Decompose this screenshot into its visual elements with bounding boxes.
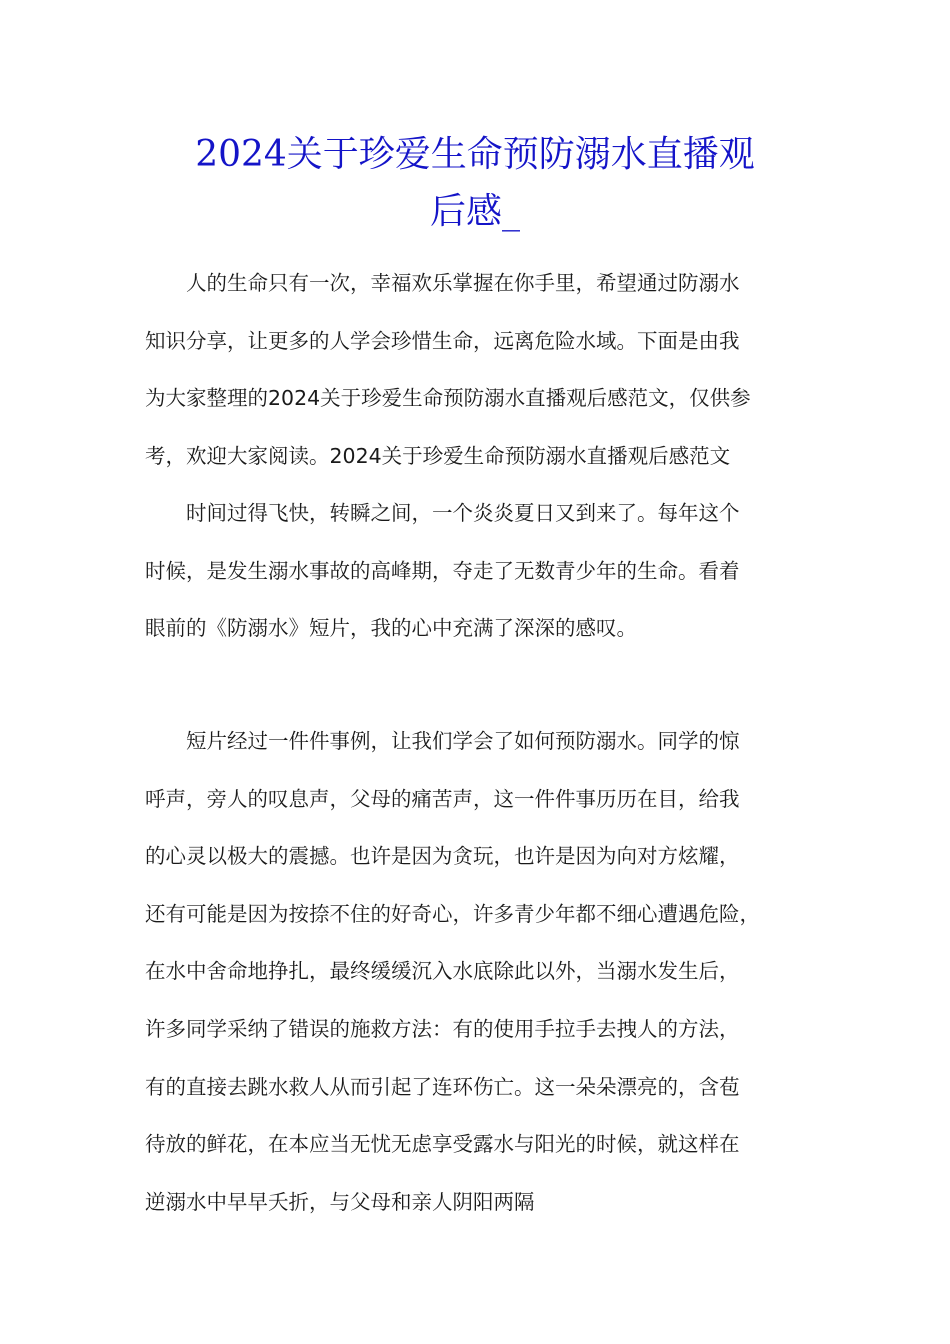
- text-line: 时间过得飞快，转瞬之间，一个炎炎夏日又到来了。每年这个: [145, 501, 740, 525]
- title-line-2: 后感_: [429, 191, 520, 232]
- text-line: 的心灵以极大的震撼。也许是因为贪玩，也许是因为向对方炫耀，: [145, 844, 740, 869]
- text-line: 眼前的《防溺水》短片，我的心中充满了深深的感叹。: [145, 616, 637, 641]
- text-line: 考，欢迎大家阅读。2024关于珍爱生命预防溺水直播观后感范文: [145, 443, 731, 468]
- title-line-1: 2024关于珍爱生命预防溺水直播观: [195, 134, 755, 175]
- text-line: 许多同学采纳了错误的施救方法：有的使用手拉手去拽人的方法，: [145, 1016, 740, 1041]
- text-line: 呼声，旁人的叹息声，父母的痛苦声，这一件件事历历在目，给我: [145, 786, 740, 811]
- text-line: 为大家整理的2024关于珍爱生命预防溺水直播观后感范文，仅供参: [145, 386, 751, 411]
- paragraph-intro: [145, 255, 815, 485]
- text-line: 在水中舍命地挣扎，最终缓缓沉入水底除此以外，当溺水发生后，: [145, 959, 740, 984]
- text-line: 有的直接去跳水救人从而引起了连环伤亡。这一朵朵漂亮的，含苞: [145, 1074, 740, 1099]
- text-line: 知识分享，让更多的人学会珍惜生命，远离危险水域。下面是由我: [145, 328, 740, 353]
- paragraph-film: [145, 713, 815, 1231]
- text-line: 时候，是发生溺水事故的高峰期，夺走了无数青少年的生命。看着: [145, 558, 740, 583]
- page-title: [120, 126, 830, 240]
- text-line: 逆溺水中早早夭折，与父母和亲人阴阳两隔: [145, 1189, 535, 1214]
- text-line: 还有可能是因为按捺不住的好奇心，许多青少年都不细心遭遇危险，: [145, 901, 760, 926]
- text-line: 人的生命只有一次，幸福欢乐掌握在你手里，希望通过防溺水: [145, 271, 740, 295]
- text-line: 待放的鲜花，在本应当无忧无虑享受露水与阳光的时候，就这样在: [145, 1132, 740, 1157]
- text-line: 短片经过一件件事例，让我们学会了如何预防溺水。同学的惊: [145, 729, 740, 753]
- paragraph-summer: [145, 485, 815, 658]
